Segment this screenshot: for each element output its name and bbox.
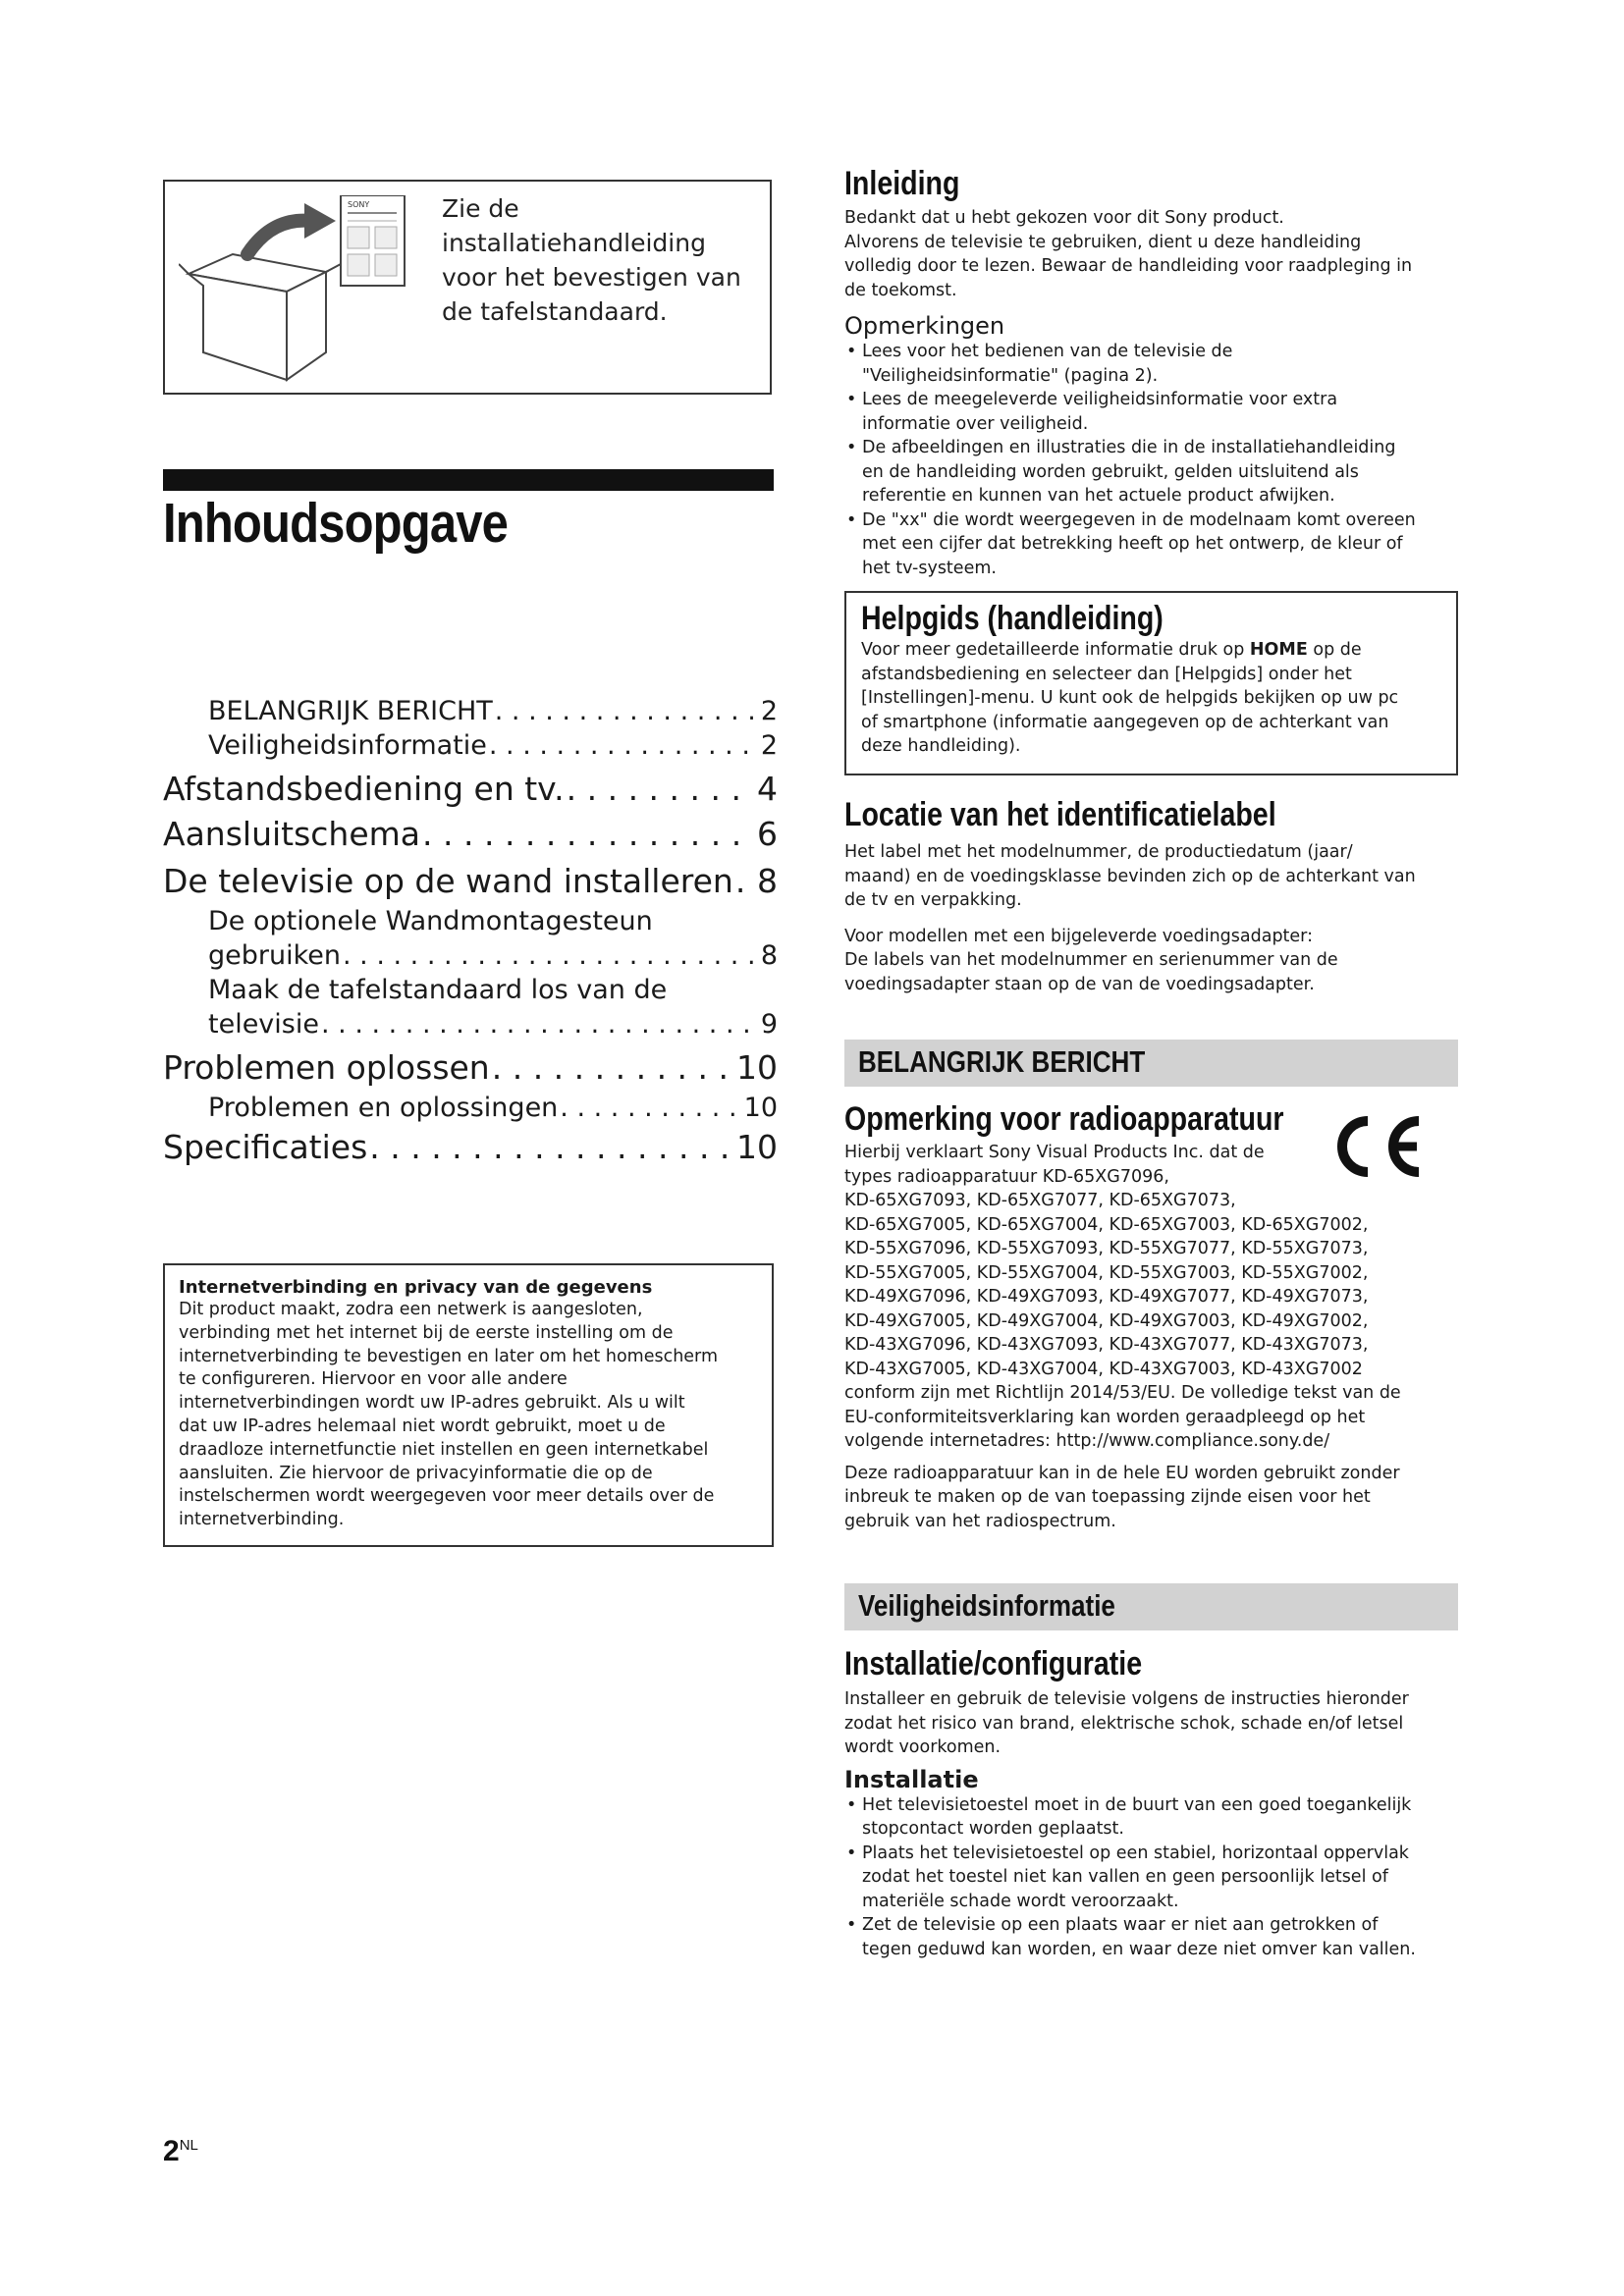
note-item: • De afbeeldingen en illustraties die in de installatiehandleiding en de handleiding worden gebruikt, gelden uitsluitend als referentie en kunnen van het actuele product afwijken. <box>844 436 1458 508</box>
notes-title: Opmerkingen <box>844 312 1005 340</box>
radio-line: KD-49XG7096, KD-49XG7093, KD-49XG7077, KD-49XG7073, <box>844 1287 1369 1307</box>
toc-entry[interactable]: gebruiken . . . 8 <box>163 938 778 973</box>
stand-note-box <box>163 180 772 395</box>
safety-info-heading: Veiligheidsinformatie <box>858 1588 1115 1623</box>
installation-list <box>844 1793 1458 1962</box>
privacy-line: te configureren. Hiervoor en voor alle andere <box>179 1369 568 1390</box>
radio-line: KD-43XG7096, KD-43XG7093, KD-43XG7077, KD-43XG7073, <box>844 1335 1369 1355</box>
help-guide-line: afstandsbediening en selecteer dan [Helpgids] onder het <box>861 664 1352 684</box>
intro-line: Bedankt dat u hebt gekozen voor dit Sony product. <box>844 208 1284 228</box>
radio-equipment-title: Opmerking voor radioapparatuur <box>844 1100 1284 1138</box>
privacy-line: verbinding met het internet bij de eerste instelling om de <box>179 1322 674 1343</box>
toc-entry-line1[interactable]: De optionele Wandmontagesteun <box>208 906 653 936</box>
safety-line: wordt voorkomen. <box>844 1737 1001 1757</box>
privacy-notice-box <box>163 1263 774 1547</box>
table-of-contents <box>163 694 778 1170</box>
stand-note-text: Zie de installatiehandleiding voor het bevestigen van de tafelstandaard. <box>442 194 741 326</box>
tv-box-illustration <box>179 195 463 382</box>
help-guide-line: of smartphone (informatie aangegeven op de achterkant van <box>861 712 1389 732</box>
installation-item: • Plaats het televisietoestel op een stabiel, horizontaal oppervlak zodat het toestel niet kan vallen en geen persoonlijk letsel of materiële schade wordt veroorzaakt. <box>844 1842 1458 1914</box>
radio-line: KD-55XG7096, KD-55XG7093, KD-55XG7077, KD-55XG7073, <box>844 1239 1369 1258</box>
ce-mark-icon <box>1321 1107 1429 1186</box>
toc-entry[interactable]: Problemen en oplossingen . . . 10 <box>163 1091 778 1125</box>
important-notice-heading: BELANGRIJK BERICHT <box>858 1044 1146 1079</box>
radio-line: gebruik van het radiospectrum. <box>844 1511 1116 1531</box>
privacy-line: Dit product maakt, zodra een netwerk is aangesloten, <box>179 1300 643 1319</box>
radio-line: EU-conformiteitsverklaring kan worden geraadpleegd op het <box>844 1407 1366 1427</box>
id-label-line: de tv en verpakking. <box>844 890 1022 910</box>
installation-item: • Het televisietoestel moet in de buurt van een goed toegankelijk stopcontact worden geplaatst. <box>844 1793 1458 1842</box>
important-notice-band <box>844 1040 1458 1087</box>
installation-subtitle: Installatie <box>844 1765 979 1793</box>
radio-line: KD-55XG7005, KD-55XG7004, KD-55XG7003, KD-55XG7002, <box>844 1262 1369 1283</box>
note-item: • Lees de meegeleverde veiligheidsinformatie voor extra informatie over veiligheid. <box>844 388 1458 436</box>
intro-line: de toekomst. <box>844 280 957 300</box>
safety-line: Installeer en gebruik de televisie volgens de instructies hieronder <box>844 1689 1409 1709</box>
help-guide-title: Helpgids (handleiding) <box>861 600 1164 637</box>
installation-config-title: Installatie/configuratie <box>844 1645 1143 1682</box>
radio-line: KD-49XG7005, KD-49XG7004, KD-49XG7003, KD-49XG7002, <box>844 1310 1369 1331</box>
toc-entry[interactable]: Veiligheidsinformatie . . . 2 <box>163 728 778 763</box>
toc-title: Inhoudsopgave <box>163 492 509 555</box>
radio-line: Hierbij verklaart Sony Visual Products Inc. dat de <box>844 1143 1265 1162</box>
toc-entry[interactable]: De televisie op de wand installeren . . . 8 <box>163 859 778 904</box>
privacy-line: dat uw IP-adres helemaal niet wordt gebruikt, moet u de <box>179 1415 666 1436</box>
id-label-line: Voor modellen met een bijgeleverde voedingsadapter: <box>844 926 1313 946</box>
id-label-section <box>844 795 1458 996</box>
toc-entry[interactable]: BELANGRIJK BERICHT . . . 2 <box>163 694 778 728</box>
intro-section <box>844 165 1458 580</box>
privacy-title: Internetverbinding en privacy van de gegevens <box>179 1277 653 1298</box>
toc-entry[interactable]: Afstandsbediening en tv. . . . 4 <box>163 767 778 812</box>
notes-list <box>844 340 1458 580</box>
radio-line: KD-65XG7005, KD-65XG7004, KD-65XG7003, KD-65XG7002, <box>844 1214 1369 1235</box>
help-guide-line: [Instellingen]-menu. U kunt ook de helpgids bekijken op uw pc <box>861 688 1399 708</box>
toc-title-bar <box>163 469 774 491</box>
radio-line: types radioapparatuur KD-65XG7096, <box>844 1166 1169 1187</box>
toc-entry[interactable]: Specificaties . . . 10 <box>163 1125 778 1170</box>
radio-line: conform zijn met Richtlijn 2014/53/EU. De volledige tekst van de <box>844 1383 1401 1403</box>
toc-entry[interactable]: Problemen oplossen . . . 10 <box>163 1045 778 1091</box>
intro-line: volledig door te lezen. Bewaar de handleiding voor raadpleging in <box>844 256 1413 276</box>
id-label-line: voedingsadapter staan op de van de voedingsadapter. <box>844 974 1315 994</box>
id-label-line: De labels van het modelnummer en serienummer van de <box>844 950 1338 970</box>
radio-line: volgende internetadres: http://www.compliance.sony.de/ <box>844 1431 1330 1451</box>
installation-section <box>844 1644 1458 1961</box>
id-label-title: Locatie van het identificatielabel <box>844 796 1276 833</box>
privacy-line: instelschermen wordt weergegeven voor meer details over de <box>179 1486 715 1507</box>
radio-line: KD-65XG7093, KD-65XG7077, KD-65XG7073, <box>844 1191 1236 1210</box>
toc-entry[interactable]: televisie . . . 9 <box>163 1007 778 1041</box>
note-item: • Lees voor het bedienen van de televisie de "Veiligheidsinformatie" (pagina 2). <box>844 340 1458 388</box>
illustration-label: SONY <box>348 200 370 209</box>
page-lang: NL <box>179 2137 198 2154</box>
privacy-line: internetverbinding. <box>179 1510 345 1530</box>
privacy-line: internetverbindingen wordt uw IP-adres gebruikt. Als u wilt <box>179 1393 685 1414</box>
radio-line: KD-43XG7005, KD-43XG7004, KD-43XG7003, KD-43XG7002 <box>844 1359 1363 1379</box>
intro-title: Inleiding <box>844 165 960 202</box>
help-guide-line: deze handleiding). <box>861 736 1021 756</box>
privacy-line: draadloze internetfunctie niet instellen en geen internetkabel <box>179 1439 709 1460</box>
id-label-line: Het label met het modelnummer, de productiedatum (jaar/ <box>844 842 1353 862</box>
note-item: • De "xx" die wordt weergegeven in de modelnaam komt overeen met een cijfer dat betrekking heeft op het ontwerp, de kleur of het tv-systeem. <box>844 508 1458 581</box>
page-number: $2^{NL}$ <box>163 2135 198 2167</box>
radio-line: Deze radioapparatuur kan in de hele EU worden gebruikt zonder <box>844 1463 1400 1483</box>
safety-info-band <box>844 1583 1458 1630</box>
privacy-line: aansluiten. Zie hiervoor de privacyinformatie die op de <box>179 1463 653 1483</box>
help-guide-line: Voor meer gedetailleerde informatie druk op HOME op de <box>861 640 1362 660</box>
radio-line: inbreuk te maken op de van toepassing zijnde eisen voor het <box>844 1487 1371 1507</box>
privacy-line: internetverbinding te bevestigen en later om het homescherm <box>179 1346 718 1366</box>
safety-line: zodat het risico van brand, elektrische schok, schade en/of letsel <box>844 1713 1404 1734</box>
intro-line: Alvorens de televisie te gebruiken, dient u deze handleiding <box>844 232 1362 252</box>
installation-item: • Zet de televisie op een plaats waar er niet aan getrokken of tegen geduwd kan worden, en waar deze niet omver kan vallen. <box>844 1913 1458 1961</box>
toc-entry-line1[interactable]: Maak de tafelstandaard los van de <box>208 975 668 1005</box>
home-key-label: HOME <box>1249 640 1308 660</box>
id-label-line: maand) en de voedingsklasse bevinden zich op de achterkant van <box>844 866 1416 886</box>
toc-entry[interactable]: Aansluitschema . . . 6 <box>163 812 778 857</box>
help-guide-box <box>844 591 1458 775</box>
